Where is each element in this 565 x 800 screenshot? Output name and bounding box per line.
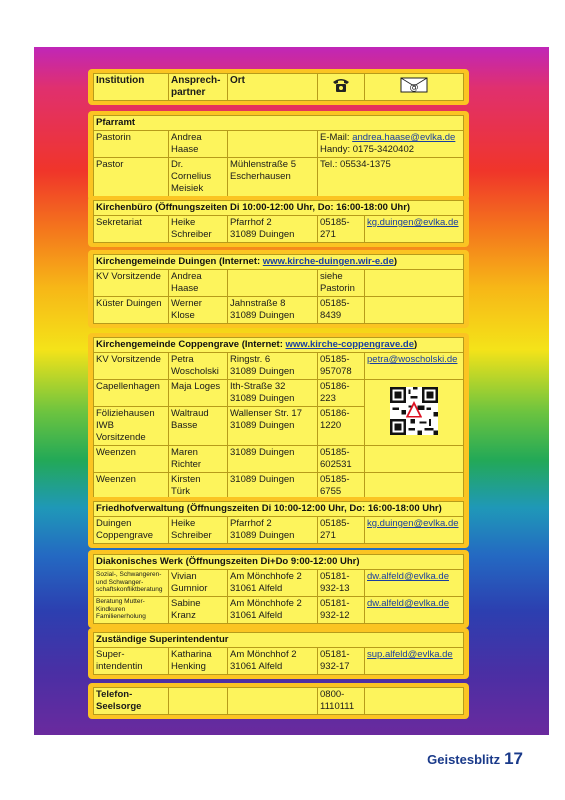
table-row <box>94 570 464 597</box>
envelope-icon <box>400 77 428 93</box>
address-cell: Wallenser Str. 17 31089 Duingen <box>228 407 318 446</box>
table-row <box>94 216 464 243</box>
address-cell: Mühlenstraße 5 Escherhausen <box>228 158 318 197</box>
table-row <box>94 158 464 197</box>
role-cell: Weenzen <box>94 473 169 500</box>
handy-text: Handy: 0175-3420402 <box>320 144 415 155</box>
section-title: Pfarramt <box>94 116 464 131</box>
email-cell <box>365 216 464 243</box>
header-section <box>88 69 469 105</box>
role-cell: Föliziehausen IWB Vorsitzende <box>94 407 169 446</box>
role-cell: Sekretariat <box>94 216 169 243</box>
table-row <box>94 473 464 500</box>
header-institution: Institution <box>94 74 169 101</box>
section-title <box>94 338 464 353</box>
section-title: Zuständige Superintendentur <box>94 633 464 648</box>
phone-cell: 05185- 8439 <box>318 297 365 324</box>
section-friedhof <box>88 497 469 548</box>
table-row <box>94 353 464 380</box>
role-cell: Duingen Coppengrave <box>94 517 169 544</box>
name-cell: Andrea Haase <box>169 270 228 297</box>
name-cell: Andrea Haase <box>169 131 228 158</box>
table-row <box>94 446 464 473</box>
section-coppengrave <box>88 333 469 504</box>
email-link[interactable]: petra@woscholski.de <box>367 354 458 365</box>
telephone-icon <box>331 77 351 93</box>
title-end: ) <box>393 256 398 267</box>
section-pfarramt <box>88 111 469 201</box>
address-cell: Ith-Straße 32 31089 Duingen <box>228 380 318 407</box>
page-number: 17 <box>504 749 523 768</box>
superintendentur-table <box>93 632 464 675</box>
email-cell <box>365 688 464 715</box>
name-cell: Vivian Gumnior <box>169 570 228 597</box>
mail-glyph: @ <box>409 83 419 93</box>
name-cell: Maren Richter <box>169 446 228 473</box>
friedhof-table <box>93 501 464 544</box>
address-cell: Ringstr. 6 31089 Duingen <box>228 353 318 380</box>
header-mail <box>365 74 464 101</box>
email-link[interactable]: dw.alfeld@evlka.de <box>367 598 449 609</box>
phone-cell: 05181- 932-13 <box>318 570 365 597</box>
address-cell <box>228 688 318 715</box>
email-cell <box>365 353 464 380</box>
name-cell: Petra Woscholski <box>169 353 228 380</box>
name-cell: Maja Loges <box>169 380 228 407</box>
phone-cell: 05181- 932-12 <box>318 597 365 624</box>
table-row <box>94 648 464 675</box>
address-cell: Am Mönchhofe 2 31061 Alfeld <box>228 597 318 624</box>
email-cell <box>365 648 464 675</box>
table-row <box>94 297 464 324</box>
address-cell: Pfarrhof 2 31089 Duingen <box>228 517 318 544</box>
phone-cell: 05185- 6755 <box>318 473 365 500</box>
section-diakonie <box>88 550 469 628</box>
role-cell: Beratung Mutter- Kindkuren Familienerholung <box>94 597 169 624</box>
email-cell <box>365 570 464 597</box>
section-seelsorge <box>88 683 469 719</box>
email-link[interactable]: kg.duingen@evlka.de <box>367 217 459 228</box>
email-cell <box>365 270 464 297</box>
address-cell: 31089 Duingen <box>228 473 318 500</box>
section-duingen <box>88 250 469 328</box>
role-cell: Pastorin <box>94 131 169 158</box>
address-cell: Pfarrhof 2 31089 Duingen <box>228 216 318 243</box>
address-cell: Am Mönchhof 2 31061 Alfeld <box>228 648 318 675</box>
address-cell: 31089 Duingen <box>228 446 318 473</box>
name-cell: Kirsten Türk <box>169 473 228 500</box>
name-cell: Waltraud Basse <box>169 407 228 446</box>
address-cell: Am Mönchhofe 2 31061 Alfeld <box>228 570 318 597</box>
role-cell: Telefon- Seelsorge <box>94 688 169 715</box>
header-phone <box>318 74 365 101</box>
section-title: Diakonisches Werk (Öffnungszeiten Di+Do 9:00-12:00 Uhr) <box>94 555 464 570</box>
diakonie-table <box>93 554 464 624</box>
email-link[interactable]: dw.alfeld@evlka.de <box>367 571 449 582</box>
email-cell <box>365 473 464 500</box>
role-cell: Küster Duingen <box>94 297 169 324</box>
address-cell <box>228 131 318 158</box>
seelsorge-table <box>93 687 464 715</box>
phone-cell: 05185- 957078 <box>318 353 365 380</box>
role-cell: Pastor <box>94 158 169 197</box>
page-footer <box>427 749 523 769</box>
name-cell: Heike Schreiber <box>169 216 228 243</box>
website-link[interactable]: www.kirche-coppengrave.de <box>285 339 414 350</box>
header-table <box>93 73 464 101</box>
section-title <box>94 255 464 270</box>
phone-cell: 05181- 932-17 <box>318 648 365 675</box>
qr-code-icon[interactable] <box>390 387 438 435</box>
email-link[interactable]: sup.alfeld@evlka.de <box>367 649 453 660</box>
title-end: ) <box>413 339 418 350</box>
phone-cell: 0800- 1110111 <box>318 688 365 715</box>
table-row <box>94 597 464 624</box>
role-cell: KV Vorsitzende <box>94 270 169 297</box>
role-cell: Super- intendentin <box>94 648 169 675</box>
title-text: Kirchengemeinde Coppengrave (Internet: <box>96 339 286 350</box>
section-superintendentur <box>88 628 469 679</box>
address-cell <box>228 270 318 297</box>
qr-cell <box>365 380 464 446</box>
website-link[interactable]: www.kirche-duingen.wir-e.de <box>262 256 394 267</box>
email-label: E-Mail: <box>320 132 353 143</box>
name-cell: Heike Schreiber <box>169 517 228 544</box>
table-row <box>94 380 464 407</box>
email-cell <box>365 297 464 324</box>
phone-cell: siehe Pastorin <box>318 270 365 297</box>
address-cell: Jahnstraße 8 31089 Duingen <box>228 297 318 324</box>
coppengrave-table <box>93 337 464 500</box>
phone-cell: 05186- 1220 <box>318 407 365 446</box>
email-cell <box>365 597 464 624</box>
phone-cell: 05186- 223 <box>318 380 365 407</box>
role-cell: KV Vorsitzende <box>94 353 169 380</box>
table-row <box>94 688 464 715</box>
header-contact: Ansprech- partner <box>169 74 228 101</box>
email-link[interactable]: kg.duingen@evlka.de <box>367 518 459 529</box>
name-cell: Sabine Kranz <box>169 597 228 624</box>
email-cell <box>365 446 464 473</box>
phone-cell: 05185- 602531 <box>318 446 365 473</box>
section-title: Friedhofverwaltung (Öffnungszeiten Di 10:00-12:00 Uhr, Do: 16:00-18:00 Uhr) <box>94 502 464 517</box>
section-kirchenbuero <box>88 196 469 247</box>
name-cell: Werner Klose <box>169 297 228 324</box>
role-cell: Weenzen <box>94 446 169 473</box>
section-title: Kirchenbüro (Öffnungszeiten Di 10:00-12:00 Uhr, Do: 16:00-18:00 Uhr) <box>94 201 464 216</box>
footer-brand: Geistesblitz <box>427 752 501 767</box>
header-place: Ort <box>228 74 318 101</box>
phone-cell: 05185- 271 <box>318 216 365 243</box>
role-cell: Capellenhagen <box>94 380 169 407</box>
pfarramt-table <box>93 115 464 197</box>
name-cell: Katharina Henking <box>169 648 228 675</box>
tel-cell: Tel.: 05534-1375 <box>318 158 464 197</box>
name-cell: Dr. Cornelius Meisiek <box>169 158 228 197</box>
table-row <box>94 131 464 158</box>
table-row <box>94 270 464 297</box>
duingen-table <box>93 254 464 324</box>
email-link[interactable]: andrea.haase@evlka.de <box>352 132 456 143</box>
contact-cell <box>318 131 464 158</box>
email-cell <box>365 517 464 544</box>
phone-cell: 05185- 271 <box>318 517 365 544</box>
name-cell <box>169 688 228 715</box>
role-cell: Sozial-, Schwangeren- und Schwanger- schaftskonfliktberatung <box>94 570 169 597</box>
kirchenbuero-table <box>93 200 464 243</box>
title-text: Kirchengemeinde Duingen (Internet: <box>96 256 263 267</box>
table-row <box>94 517 464 544</box>
